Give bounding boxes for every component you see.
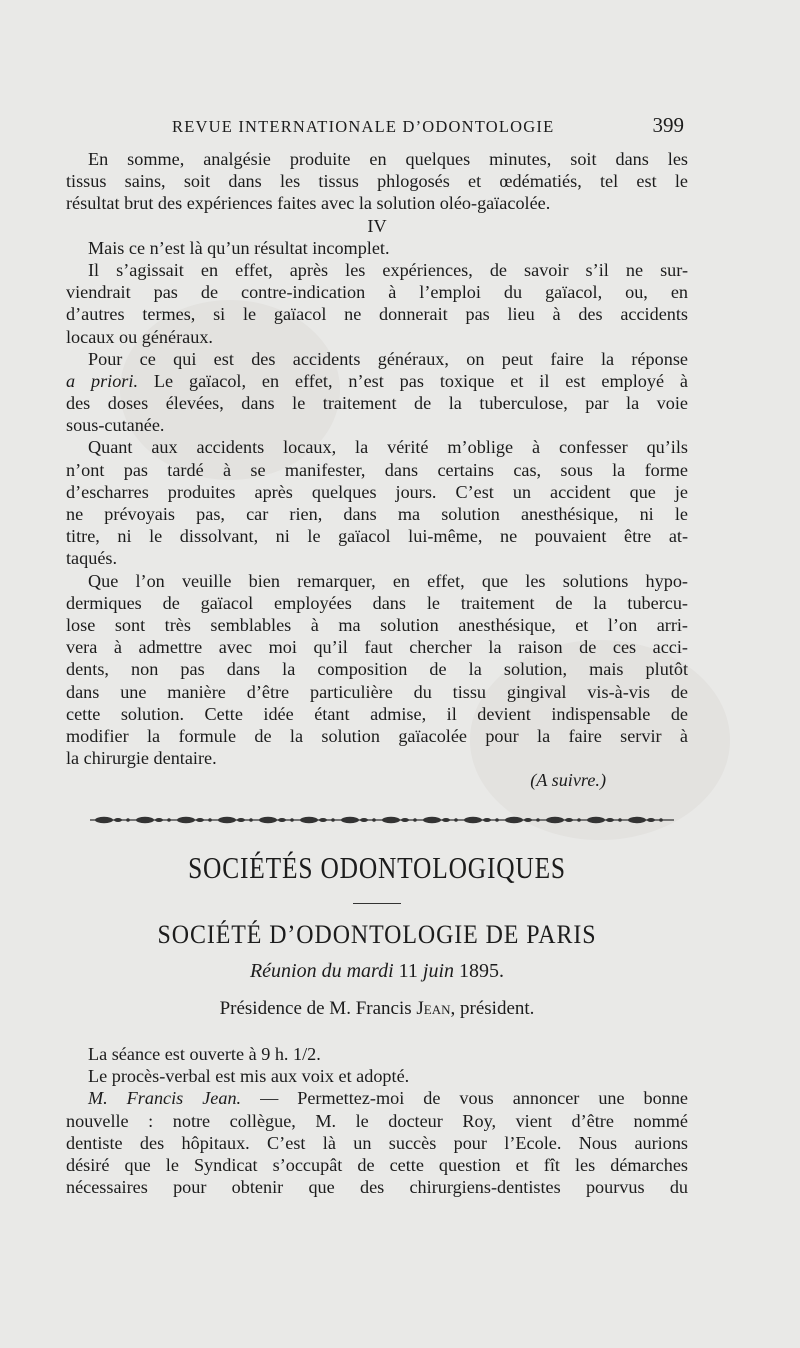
text-line: Le procès-verbal est mis aux voix et adopté. — [88, 1066, 410, 1087]
text-line: ne prévoyais pas, car rien, dans ma solution anesthésique, ni le — [66, 504, 688, 524]
text-line: IV — [367, 215, 387, 236]
title-rule — [353, 903, 401, 904]
text-line: des doses élevées, dans le traitement de la tuberculose, par la voie — [66, 393, 688, 414]
meeting-day: 11 — [398, 960, 418, 982]
presidency-before: Présidence de M. Francis — [219, 998, 417, 1019]
text-line: M. Francis Jean. — Permettez-moi de vous annoncer une bonne — [88, 1088, 688, 1109]
president-name: Jean — [416, 998, 451, 1019]
text-line: En somme, analgésie produite en quelques minutes, soit dans les — [88, 149, 688, 169]
text-line: nouvelle : notre collègue, M. le docteur Roy, vient d’être nommé — [66, 1110, 688, 1131]
meeting-prefix: Réunion du mardi — [249, 960, 394, 982]
text-line: vera à admettre avec moi qu’il faut chercher la raison de ces acci- — [66, 637, 688, 658]
text-line: dents, non pas dans la composition de la solution, mais plutôt — [66, 659, 688, 680]
text-line: cette solution. Cette idée étant admise, il devient indispensable de — [66, 703, 688, 724]
text-line: tissus sains, soit dans les tissus phlogosés et œdématiés, tel est le — [66, 171, 688, 192]
meeting-month: juin — [422, 960, 455, 982]
text-line: Pour ce qui est des accidents généraux, on peut faire la réponse — [88, 348, 688, 369]
text-line: la chirurgie dentaire. — [66, 748, 217, 769]
decorative-ornament-rule — [86, 805, 678, 835]
text-line: sous-cutanée. — [66, 415, 165, 436]
section-title: SOCIÉTÉS ODONTOLOGIQUES — [188, 850, 566, 885]
text-line: titre, ni le dissolvant, ni le gaïacol lui-même, ne pouvaient être at- — [66, 526, 688, 547]
text-line: résultat brut des expériences faites avec la solution oléo-gaïacolée. — [66, 193, 551, 214]
presidency-after: , président. — [450, 998, 535, 1019]
text-line: dentiste des hôpitaux. C’est là un succès pour l’Ecole. Nous aurions — [66, 1132, 688, 1153]
text-line: lose sont très semblables à ma solution anesthésique, et l’on arri- — [66, 614, 688, 635]
text-line: a priori. Le gaïacol, en effet, n’est pas toxique et il est employé à — [66, 370, 688, 391]
text-line: d’autres termes, si le gaïacol ne donnerait pas lieu à des accidents — [66, 304, 688, 325]
minutes-body — [66, 1043, 688, 1198]
article-body — [66, 148, 688, 769]
text-line: Quant aux accidents locaux, la vérité m’oblige à confesser qu’ils — [88, 437, 688, 458]
society-title: SOCIÉTÉ D’ODONTOLOGIE DE PARIS — [157, 920, 597, 949]
text-line: désiré que le Syndicat s’occupât de cette question et fît les démarches — [66, 1154, 688, 1175]
text-line: dans une manière d’être particulière du tissu gingival vis-à-vis de — [66, 681, 688, 702]
running-header — [66, 113, 688, 143]
meeting-year: 1895. — [459, 960, 505, 982]
running-title: REVUE INTERNATIONALE D’ODONTOLOGIE — [172, 117, 555, 136]
text-line: locaux ou généraux. — [66, 326, 213, 347]
meeting-date — [66, 960, 688, 983]
presidency-line — [66, 998, 688, 1020]
text-line: modifier la formule de la solution gaïacolée pour la faire servir à — [66, 725, 688, 746]
a-suivre: (A suivre.) — [530, 770, 606, 790]
text-line: nécessaires pour obtenir que des chirurgiens-dentistes pourvus du — [66, 1177, 688, 1198]
a-suivre-line — [66, 769, 688, 791]
text-line: taqués. — [66, 548, 118, 569]
text-line: La séance est ouverte à 9 h. 1/2. — [88, 1044, 321, 1064]
text-line: Que l’on veuille bien remarquer, en effet, que les solutions hypo- — [88, 570, 688, 591]
text-line: n’ont pas tardé à se manifester, dans certains cas, sous la forme — [66, 459, 688, 480]
page-number: 399 — [652, 113, 684, 137]
text-line: Mais ce n’est là qu’un résultat incomplet. — [88, 237, 390, 258]
text-line: d’escharres produites après quelques jours. C’est un accident que je — [66, 481, 688, 502]
text-line: Il s’agissait en effet, après les expériences, de savoir s’il ne sur- — [88, 259, 688, 280]
text-line: viendrait pas de contre-indication à l’emploi du gaïacol, ou, en — [66, 282, 688, 303]
text-line: dermiques de gaïacol employées dans le traitement de la tubercu- — [66, 592, 688, 613]
